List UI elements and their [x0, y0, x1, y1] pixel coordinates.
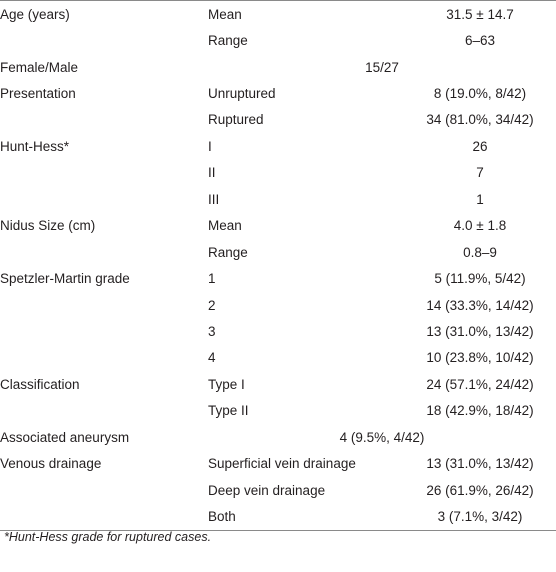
row-sublabel: II — [208, 165, 216, 181]
row-value: 8 (19.0%, 8/42) — [433, 86, 527, 102]
row-sublabel: Range — [208, 33, 248, 49]
row-sublabel: 2 — [208, 297, 216, 313]
row-sublabel: Mean — [208, 218, 242, 234]
table-row — [0, 371, 556, 397]
table-row — [0, 477, 556, 503]
row-label — [0, 186, 208, 212]
table-body — [0, 1, 556, 531]
table-row — [0, 54, 556, 80]
row-label — [0, 503, 208, 530]
row-sublabel: Mean — [208, 1, 404, 28]
table-row — [0, 186, 556, 212]
row-value: 26 (61.9%, 26/42) — [426, 482, 534, 498]
table-row — [0, 160, 556, 186]
row-sublabel: Both — [208, 503, 404, 530]
row-sublabel: I — [208, 138, 212, 154]
row-label: Female/Male — [0, 59, 79, 75]
row-label: Venous drainage — [0, 456, 102, 472]
row-value: 1 — [476, 191, 484, 207]
row-sublabel: 3 — [208, 323, 216, 339]
row-value: 3 (7.1%, 3/42) — [404, 503, 556, 530]
table-row — [0, 265, 556, 291]
table-row — [0, 107, 556, 133]
row-label — [0, 398, 208, 424]
row-sublabel: Ruptured — [208, 112, 264, 128]
table-row — [0, 1, 556, 28]
table-footnote: *Hunt-Hess grade for ruptured cases. — [4, 530, 212, 544]
row-value: 18 (42.9%, 18/42) — [426, 403, 534, 419]
table-row — [0, 80, 556, 106]
row-sublabel: Deep vein drainage — [208, 482, 326, 498]
row-label: Age (years) — [0, 1, 208, 28]
table-row — [0, 292, 556, 318]
row-label: Hunt-Hess* — [0, 138, 70, 154]
row-sublabel: Type I — [208, 376, 245, 392]
row-label — [0, 239, 208, 265]
row-value: 13 (31.0%, 13/42) — [426, 323, 534, 339]
row-label — [0, 345, 208, 371]
row-value: 14 (33.3%, 14/42) — [426, 297, 534, 313]
row-label — [0, 318, 208, 344]
row-label — [0, 27, 208, 53]
row-label — [0, 292, 208, 318]
table-row — [0, 239, 556, 265]
row-value: 0.8–9 — [463, 244, 497, 260]
row-label: Presentation — [0, 86, 76, 102]
table-row — [0, 345, 556, 371]
row-value: 13 (31.0%, 13/42) — [426, 456, 534, 472]
row-label — [0, 160, 208, 186]
row-sublabel: III — [208, 191, 220, 207]
row-value: 7 — [476, 165, 484, 181]
table-row — [0, 27, 556, 53]
row-value: 31.5 ± 14.7 — [404, 1, 556, 28]
row-label: Classification — [0, 376, 80, 392]
table-row — [0, 503, 556, 530]
row-sublabel: 1 — [208, 271, 216, 287]
row-value: 24 (57.1%, 24/42) — [426, 376, 534, 392]
table-row — [0, 318, 556, 344]
row-label — [0, 107, 208, 133]
row-value: 15/27 — [365, 59, 399, 75]
row-label — [0, 477, 208, 503]
table-row — [0, 133, 556, 159]
row-label: Associated aneurysm — [0, 429, 130, 445]
table-row — [0, 398, 556, 424]
table-row — [0, 424, 556, 450]
row-value: 10 (23.8%, 10/42) — [426, 350, 534, 366]
row-sublabel: Range — [208, 244, 248, 260]
table-row — [0, 213, 556, 239]
row-label: Nidus Size (cm) — [0, 218, 96, 234]
row-label: Spetzler-Martin grade — [0, 271, 130, 287]
row-sublabel: Type II — [208, 403, 249, 419]
row-value: 4.0 ± 1.8 — [453, 218, 507, 234]
row-value: 6–63 — [464, 33, 496, 49]
row-value: 5 (11.9%, 5/42) — [434, 271, 526, 287]
row-value: 4 (9.5%, 4/42) — [339, 429, 425, 445]
row-sublabel: 4 — [208, 350, 216, 366]
row-sublabel: Unruptured — [208, 86, 276, 102]
row-sublabel: Superficial vein drainage — [208, 456, 356, 472]
row-value: 34 (81.0%, 34/42) — [426, 112, 534, 128]
table-row — [0, 450, 556, 476]
row-value: 26 — [472, 138, 488, 154]
